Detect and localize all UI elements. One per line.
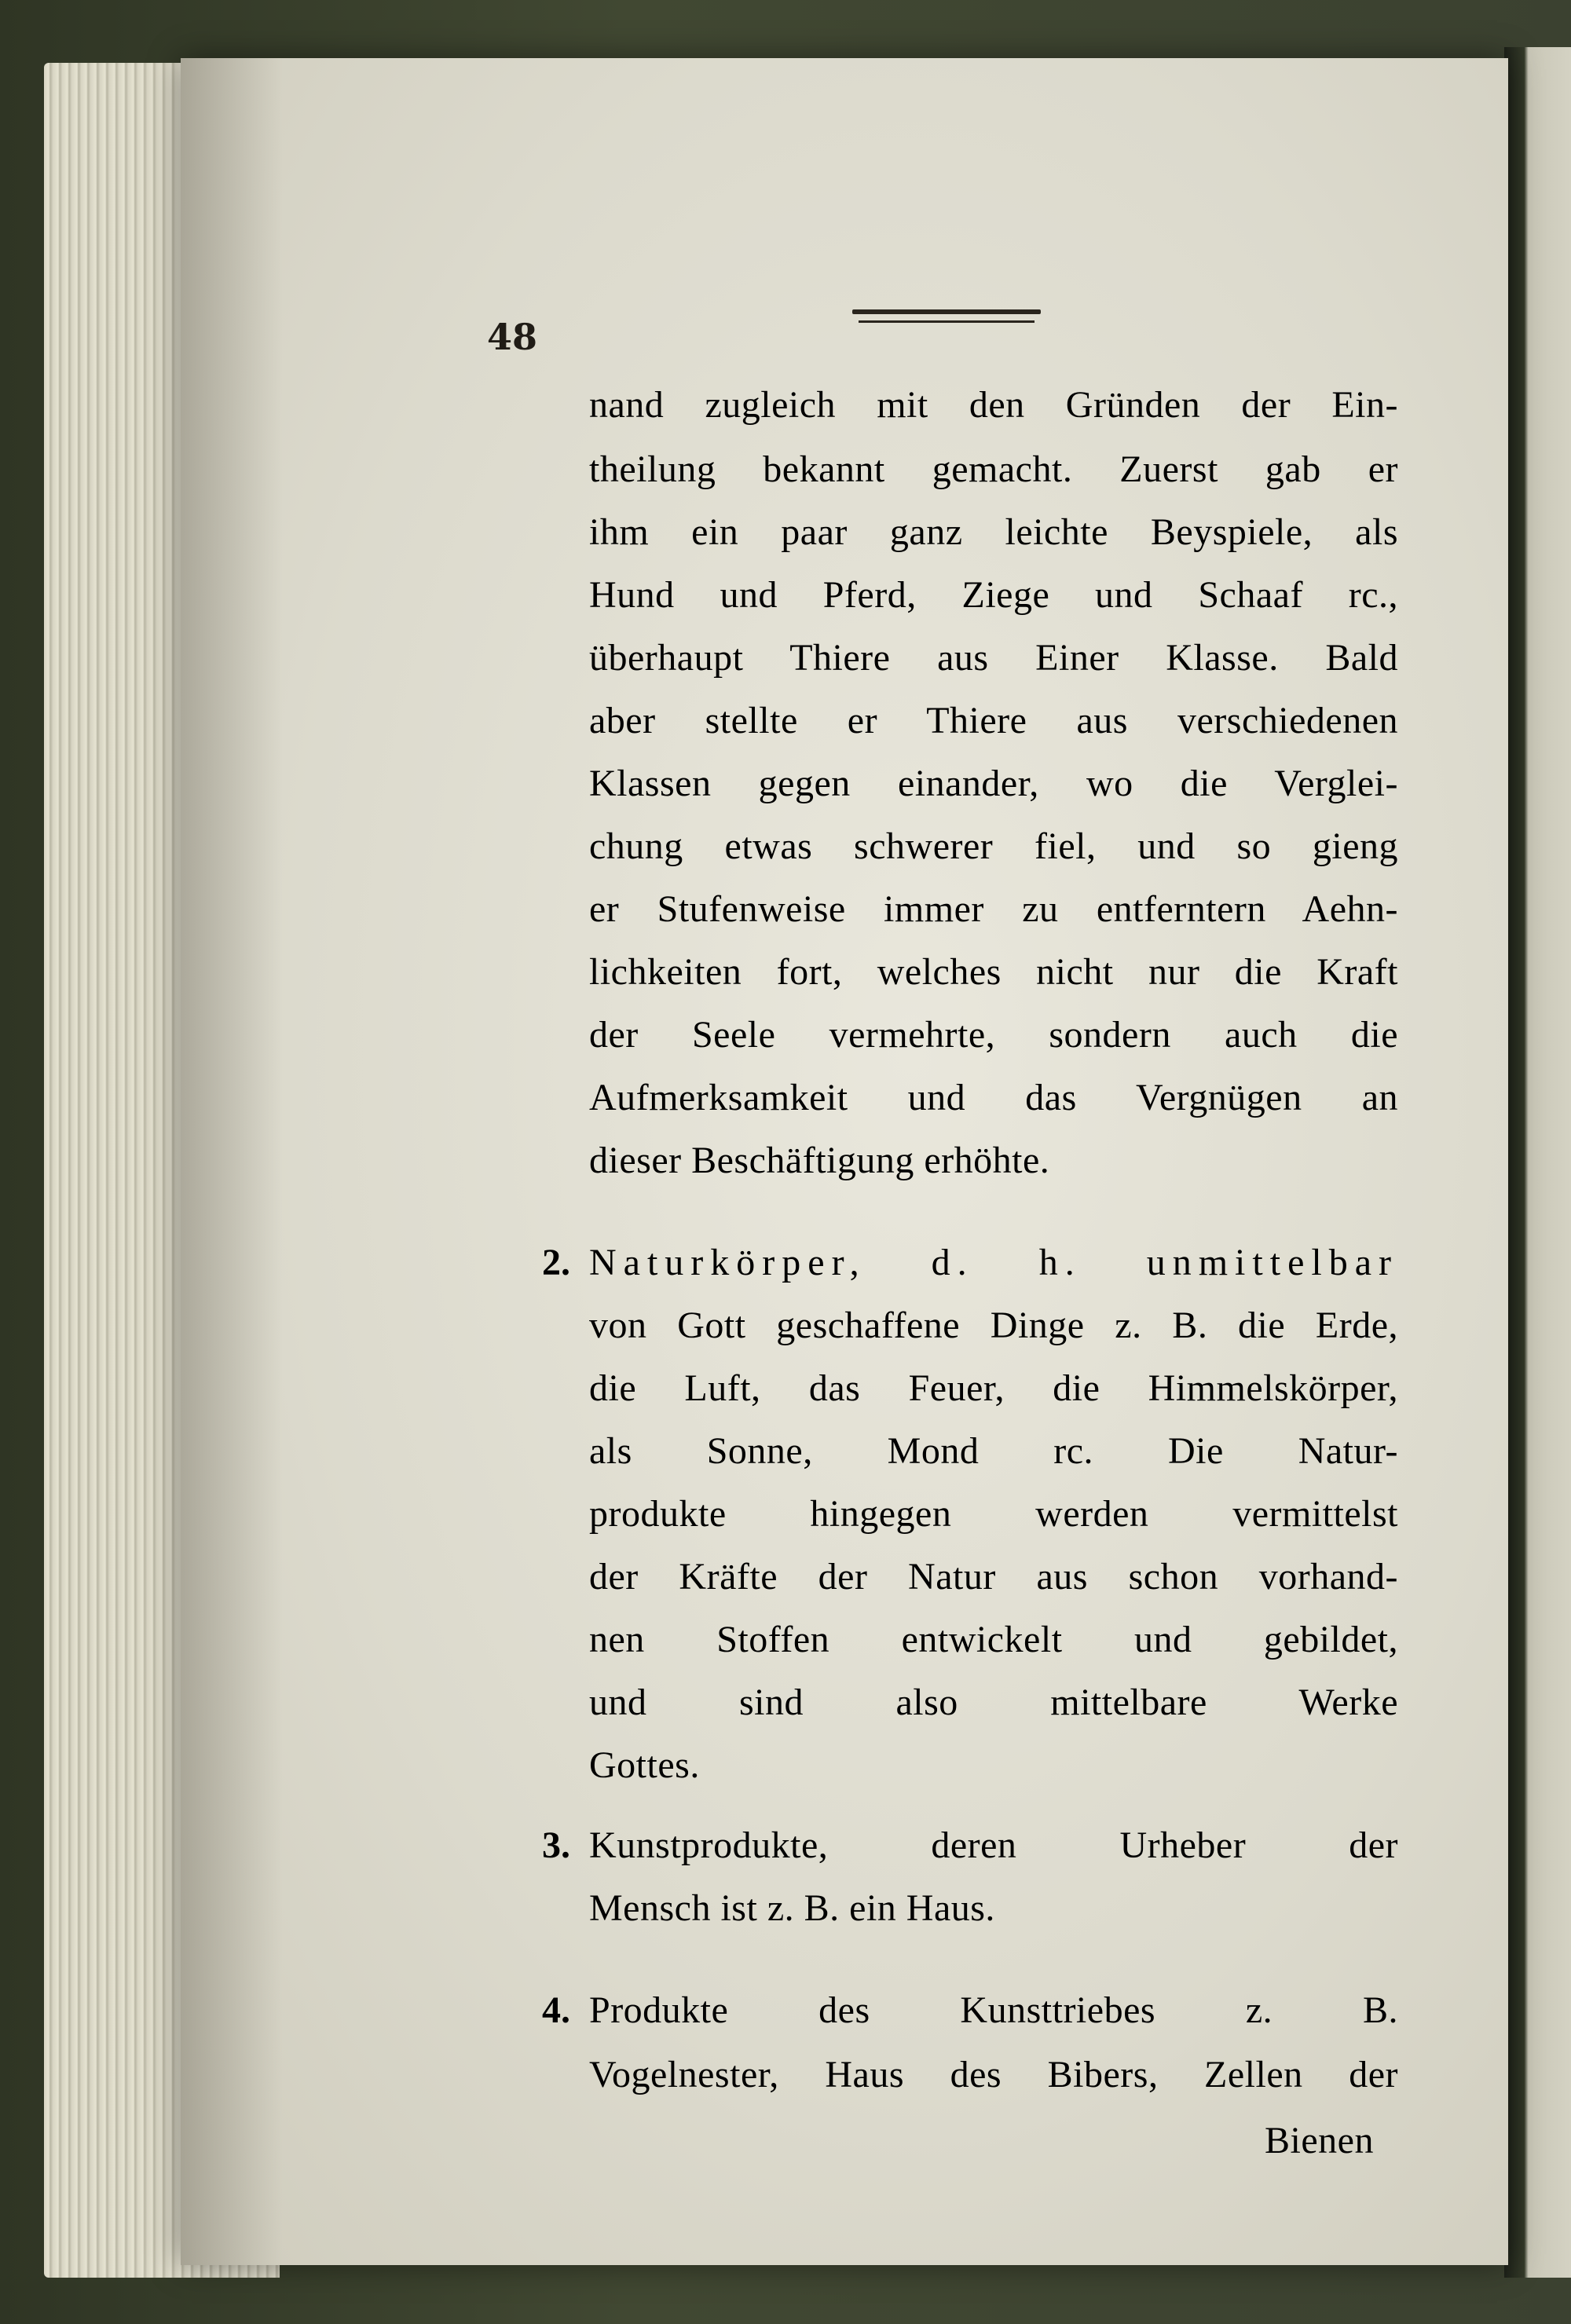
text-line: die Luft, das Feuer, die Himmelskörper, [589, 1367, 1398, 1409]
text-line: Produkte des Kunsttriebes z. B. [589, 1989, 1398, 2031]
text-line: theilung bekannt gemacht. Zuerst gab er [589, 448, 1398, 490]
text-line: Naturkörper, d. h. unmittelbar [589, 1242, 1398, 1283]
item-number: 2. [542, 1242, 570, 1283]
text-line: als Sonne, Mond rc. Die Natur- [589, 1430, 1398, 1472]
text-line: Klassen gegen einander, wo die Verglei- [589, 763, 1398, 804]
catchword: Bienen [1265, 2120, 1374, 2161]
text-line: produkte hingegen werden vermittelst [589, 1493, 1398, 1535]
text-line: von Gott geschaffene Dinge z. B. die Erde, [589, 1305, 1398, 1346]
text-line: lichkeiten fort, welches nicht nur die Kraft [589, 951, 1398, 993]
text-line: nand zugleich mit den Gründen der Ein- [589, 384, 1398, 426]
text-line: ihm ein paar ganz leichte Beyspiele, als [589, 511, 1398, 553]
gutter-shadow [181, 58, 283, 2265]
text-line: Gottes. [589, 1744, 700, 1786]
text-line: überhaupt Thiere aus Einer Klasse. Bald [589, 637, 1398, 679]
item-number: 4. [542, 1989, 570, 2031]
text-line: er Stufenweise immer zu entferntern Aehn- [589, 888, 1398, 930]
text-line: Kunstprodukte, deren Urheber der [589, 1824, 1398, 1866]
text-line: aber stellte er Thiere aus verschiedenen [589, 700, 1398, 741]
text-line: Hund und Pferd, Ziege und Schaaf rc., [589, 574, 1398, 616]
text-line: Vogelnester, Haus des Bibers, Zellen der [589, 2054, 1398, 2095]
text-line: dieser Beschäftigung erhöhte. [589, 1140, 1050, 1181]
text-line: Mensch ist z. B. ein Haus. [589, 1887, 995, 1929]
text-line: und sind also mittelbare Werke [589, 1682, 1398, 1723]
item-number: 3. [542, 1824, 570, 1866]
text-line: der Kräfte der Natur aus schon vorhand- [589, 1556, 1398, 1598]
text-line: nen Stoffen entwickelt und gebildet, [589, 1619, 1398, 1660]
header-rule [852, 309, 1041, 330]
text-line: der Seele vermehrte, sondern auch die [589, 1014, 1398, 1056]
next-page-edge [1504, 47, 1571, 2278]
text-line: Aufmerksamkeit und das Vergnügen an [589, 1077, 1398, 1118]
text-line: chung etwas schwerer fiel, und so gieng [589, 825, 1398, 867]
page-number: 48 [487, 316, 538, 358]
